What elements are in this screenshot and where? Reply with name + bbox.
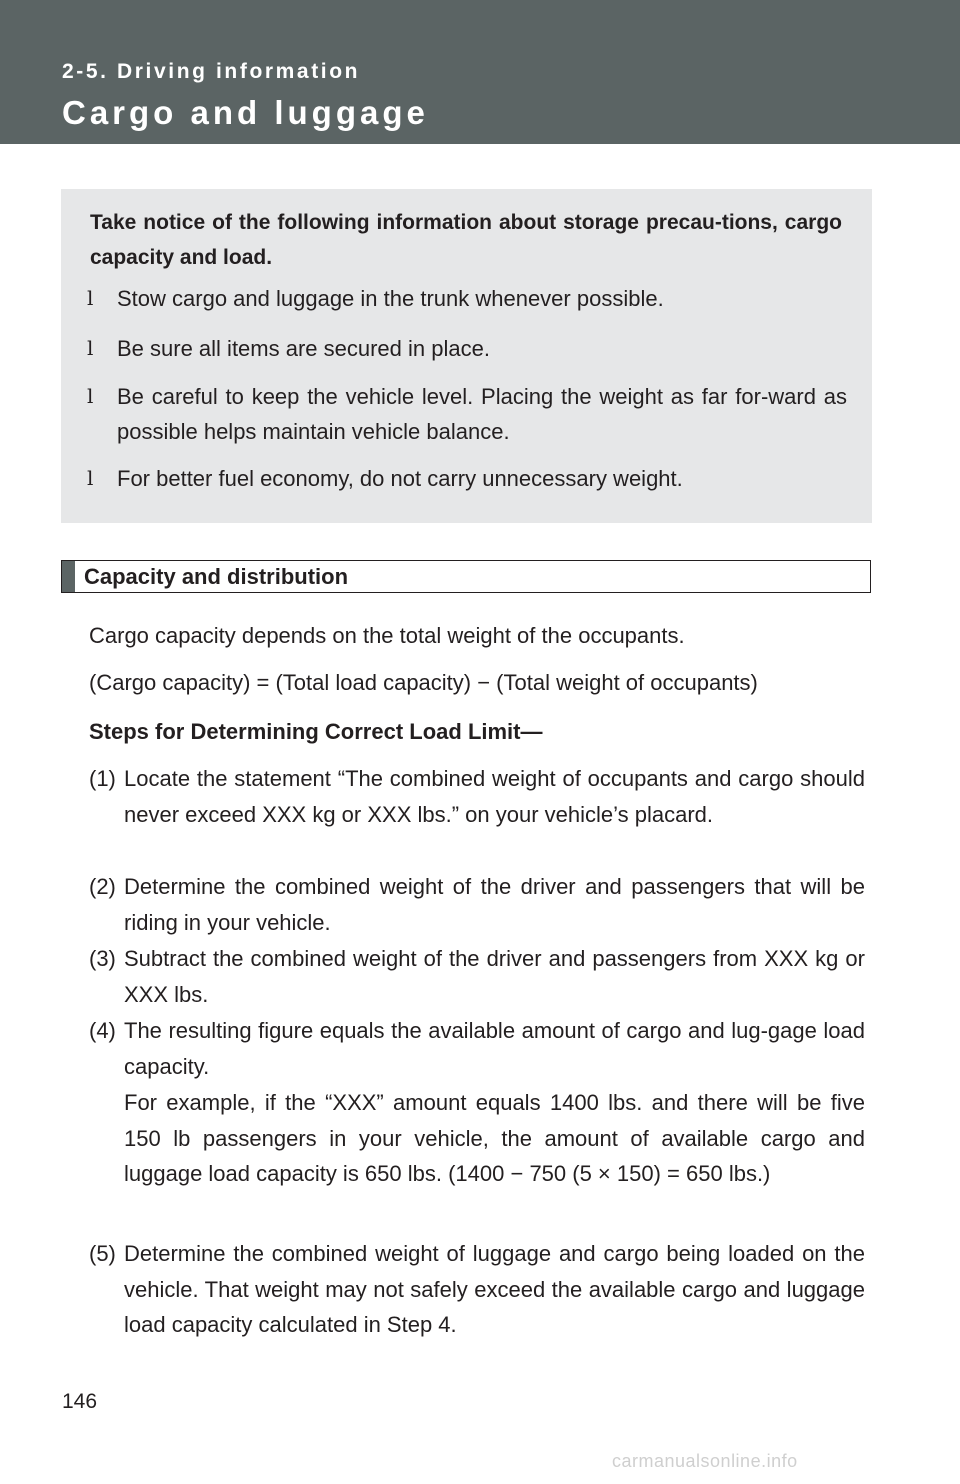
chapter-header xyxy=(0,0,960,144)
step-text: Determine the combined weight of luggage and cargo being loaded on the vehicle. That weight may not safely exceed the available cargo and luggage load capacity calculated in Step 4. xyxy=(124,1241,865,1337)
page-title: Cargo and luggage xyxy=(62,94,429,131)
step-item xyxy=(89,941,865,1012)
step-item xyxy=(89,1013,865,1084)
step-number: (3) xyxy=(89,946,116,971)
step-text: Subtract the combined weight of the driver and passengers from XXX kg or XXX lbs. xyxy=(124,946,865,1007)
step-text: The resulting figure equals the available amount of cargo and lug-gage load capacity. xyxy=(124,1018,865,1079)
bullet-icon: l xyxy=(87,384,94,408)
watermark: carmanualsonline.info xyxy=(612,1451,798,1471)
notice-intro: Take notice of the following information about storage precau-tions, cargo capacity and load. xyxy=(90,211,842,269)
step-number: (2) xyxy=(89,874,116,899)
notice-bullet xyxy=(87,379,847,449)
subsection-heading xyxy=(61,560,871,593)
bullet-text: For better fuel economy, do not carry unnecessary weight. xyxy=(117,466,683,491)
bullet-icon: l xyxy=(87,466,94,490)
notice-bullet xyxy=(87,461,847,496)
step-item xyxy=(89,761,865,832)
bullet-text: Be careful to keep the vehicle level. Placing the weight as far for-ward as possible helps maintain vehicle balance. xyxy=(117,384,847,444)
notice-box xyxy=(61,189,872,523)
notice-bullet xyxy=(87,281,847,316)
heading-marker xyxy=(62,561,75,592)
bullet-text: Stow cargo and luggage in the trunk whenever possible. xyxy=(117,286,664,311)
bullet-icon: l xyxy=(87,336,94,360)
bullet-icon: l xyxy=(87,286,94,310)
page-number: 146 xyxy=(62,1390,98,1413)
capacity-paragraph: Cargo capacity depends on the total weight of the occupants. xyxy=(89,623,685,648)
capacity-formula: (Cargo capacity) = (Total load capacity) − (Total weight of occupants) xyxy=(89,670,758,695)
step-text: Locate the statement “The combined weight of occupants and cargo should never exceed XXX kg or XXX lbs.” on your vehicle’s placard. xyxy=(124,766,865,827)
step-number: (4) xyxy=(89,1018,116,1043)
subsection-heading-text: Capacity and distribution xyxy=(84,564,349,589)
step-number: (5) xyxy=(89,1241,116,1266)
notice-bullet xyxy=(87,331,847,366)
bullet-text: Be sure all items are secured in place. xyxy=(117,336,490,361)
step-number: (1) xyxy=(89,766,116,791)
example-paragraph: For example, if the “XXX” amount equals 1400 lbs. and there will be five 150 lb passengers in your vehicle, the amount of available cargo and luggage load capacity is 650 lbs. (1400 − 750 (5 × 150) = 650 lbs.) xyxy=(124,1090,865,1186)
step-item xyxy=(89,869,865,940)
steps-heading: Steps for Determining Correct Load Limit— xyxy=(89,719,543,744)
step-text: Determine the combined weight of the driver and passengers that will be riding in your vehicle. xyxy=(124,874,865,935)
section-label: 2-5. Driving information xyxy=(62,60,361,83)
step-item xyxy=(89,1236,865,1343)
